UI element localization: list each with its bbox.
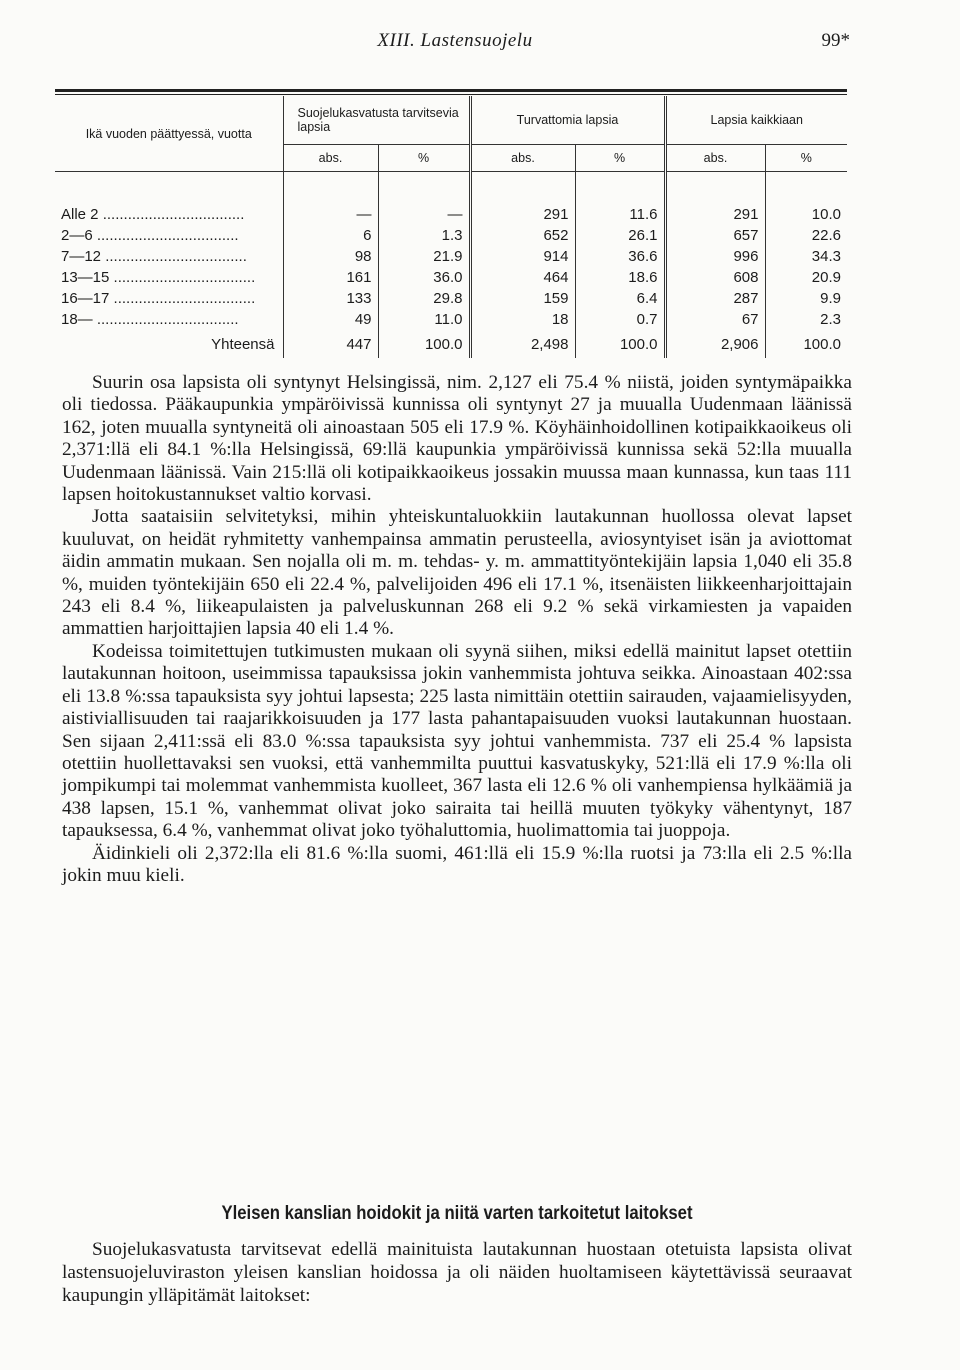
table-cell: 914 <box>470 246 575 267</box>
subheader: % <box>765 145 847 172</box>
table-cell: 159 <box>470 288 575 309</box>
paragraph: Äidinkieli oli 2,372:lla eli 81.6 %:lla suomi, 461:llä eli 15.9 %:lla ruotsi ja 73:lla eli 2.5 %:lla jokin muu kieli. <box>62 842 852 886</box>
total-cell: 2,906 <box>665 330 765 358</box>
table-cell: 133 <box>283 288 378 309</box>
table-row <box>55 309 847 330</box>
table-cell: 657 <box>665 225 765 246</box>
table-cell: 98 <box>283 246 378 267</box>
table-cell: 36.6 <box>575 246 665 267</box>
total-cell: 447 <box>283 330 378 358</box>
table-row <box>55 204 847 225</box>
table-row <box>55 246 847 267</box>
table-cell: 21.9 <box>378 246 470 267</box>
section-text <box>62 1238 852 1307</box>
total-cell: 100.0 <box>378 330 470 358</box>
paragraph: Suojelukasvatusta tarvitsevat edellä mainituista lautakunnan huostaan otetuista lapsista olivat lastensuojeluviraston yleisen kanslian hoidossa ja oli näiden huoltamiseen käytettävissä seuraavat kaupungin ylläpitämät laitokset: <box>62 1239 852 1306</box>
paragraph: Jotta saataisiin selvitetyksi, mihin yhteiskuntaluokkiin lautakunnan huollossa olevat lapset kuuluvat, on heidät ryhmitetty vanhempainsa ammatin perusteella, aviosyntyiset isän ja aviottomat äidin ammatin mukaan. Sen nojalla oli m. m. tehdas- y. m. ammattityöntekijäin lapsia 1,040 eli 35.8 %, muiden työntekijäin 650 eli 22.4 %, palvelijoiden 496 eli 17.1 %, itsenäisten liikkeenharjoittajain 243 eli 8.4 %, liikeapulaisten ja palveluskunnan 268 eli 9.2 % sekä virkamiesten ja vapaiden ammattien harjoittajien lapsia 40 eli 1.4 %. <box>62 506 852 640</box>
table-cell: — <box>378 204 470 225</box>
table-row <box>55 267 847 288</box>
row-label: 18— .................................. <box>61 311 239 328</box>
subheader: % <box>575 145 665 172</box>
row-label: 2—6 .................................. <box>61 227 239 244</box>
table-cell: — <box>283 204 378 225</box>
table-cell: 29.8 <box>378 288 470 309</box>
page-number: 99* <box>821 30 850 51</box>
table-cell: 34.3 <box>765 246 847 267</box>
table-cell: 36.0 <box>378 267 470 288</box>
subheader: abs. <box>470 145 575 172</box>
table-cell: 2.3 <box>765 309 847 330</box>
statistics-table <box>55 96 847 358</box>
section-heading: Yleisen kanslian hoidokit ja niitä varten tarkoitetut laitokset <box>221 1203 693 1224</box>
table-cell: 652 <box>470 225 575 246</box>
table-cell: 11.0 <box>378 309 470 330</box>
total-cell: 100.0 <box>575 330 665 358</box>
table-cell: 22.6 <box>765 225 847 246</box>
paragraph: Suurin osa lapsista oli syntynyt Helsingissä, nim. 2,127 eli 75.4 % niistä, joiden syntymäpaikka oli tiedossa. Pääkaupunkia ympäröivissä kunnissa oli syntynyt 27 ja muualla Uudenmaan läänissä 162, joten muualla syntyneitä oli ainoastaan 505 eli 17.9 %. Köyhäinhoidollinen kotipaikkaoikeus oli 2,371:llä eli 84.1 %:lla Helsingissä, 69:llä kaupunkia ympäröivissä kunnissa sekä 52:lla muualla Uudenmaan läänissä. Vain 215:llä oli kotipaikkaoikeus jossakin muussa maan kunnassa, kun taas 111 lapsen hoitokustannukset valtio korvasi. <box>62 372 852 506</box>
row-label: 13—15 .................................. <box>61 269 256 286</box>
table-cell: 49 <box>283 309 378 330</box>
row-label: Alle 2 .................................. <box>61 206 245 223</box>
total-cell: 2,498 <box>470 330 575 358</box>
table-cell: 1.3 <box>378 225 470 246</box>
row-label: 16—17 .................................. <box>61 290 256 307</box>
paragraph: Kodeissa toimitettujen tutkimusten mukaan oli syynä siihen, miksi edellä mainitut lapset otettiin lautakunnan hoitoon, useimmissa tapauksissa jokin vanhemmista johtuva seikka. Ainoastaan 402:ssa eli 13.8 %:ssa tapauksista syy johtui lapsesta; 225 lasta nimittäin otettiin sairauden, vajaamielisyyden, aistiviallisuuden tai raajarikkoisuuden ja 177 lasta pahantapaisuuden vuoksi lautakunnan huostaan. Sen sijaan 2,411:ssä eli 83.0 %:ssa tapauksista syy johtui vanhemmista. 737 eli 25.4 % lapsista otettiin huollettavaksi sen vuoksi, että vanhemmilta puuttui kasvatuskyky, 521:llä eli 17.9 %:lla oli jompikumpi tai molemmat vanhemmista kuolleet, 367 lasta eli 12.6 % oli vanhempiensa hylkäämiä ja 438 lapsen, 15.1 %, vanhemmat olivat joko sairaita tai heillä muuten työkyky vähentynyt, 187 tapauksessa, 6.4 %, vanhemmat olivat joko työhaluttomia, huolimattomia tai juoppoja. <box>62 640 852 842</box>
table-cell: 6.4 <box>575 288 665 309</box>
body-text <box>62 372 852 887</box>
table-cell: 291 <box>470 204 575 225</box>
group-header: Turvattomia lapsia <box>470 96 665 145</box>
table-cell: 464 <box>470 267 575 288</box>
group-header: Lapsia kaikkiaan <box>665 96 847 145</box>
table-cell: 291 <box>665 204 765 225</box>
table-cell: 287 <box>665 288 765 309</box>
table-cell: 608 <box>665 267 765 288</box>
table-cell: 11.6 <box>575 204 665 225</box>
table-cell: 18 <box>470 309 575 330</box>
total-cell: 100.0 <box>765 330 847 358</box>
row-label: 7—12 .................................. <box>61 248 247 265</box>
subheader: abs. <box>665 145 765 172</box>
table-row <box>55 225 847 246</box>
table-row <box>55 288 847 309</box>
table-cell: 6 <box>283 225 378 246</box>
table-cell: 67 <box>665 309 765 330</box>
table-cell: 9.9 <box>765 288 847 309</box>
table-cell: 18.6 <box>575 267 665 288</box>
group-header: Suojelukasvatusta tarvitsevia lapsia <box>283 96 470 145</box>
total-label: Yhteensä <box>211 335 275 353</box>
table-top-rule <box>55 89 847 92</box>
table-top-rule-thin <box>55 94 847 95</box>
subheader: % <box>378 145 470 172</box>
subheader: abs. <box>283 145 378 172</box>
table-cell: 996 <box>665 246 765 267</box>
table-cell: 161 <box>283 267 378 288</box>
chapter-title: XIII. Lastensuojelu <box>377 30 533 51</box>
table-cell: 0.7 <box>575 309 665 330</box>
table-cell: 10.0 <box>765 204 847 225</box>
table-cell: 20.9 <box>765 267 847 288</box>
running-header <box>60 30 850 60</box>
table-cell: 26.1 <box>575 225 665 246</box>
row-header: Ikä vuoden päättyessä, vuotta <box>85 126 252 141</box>
